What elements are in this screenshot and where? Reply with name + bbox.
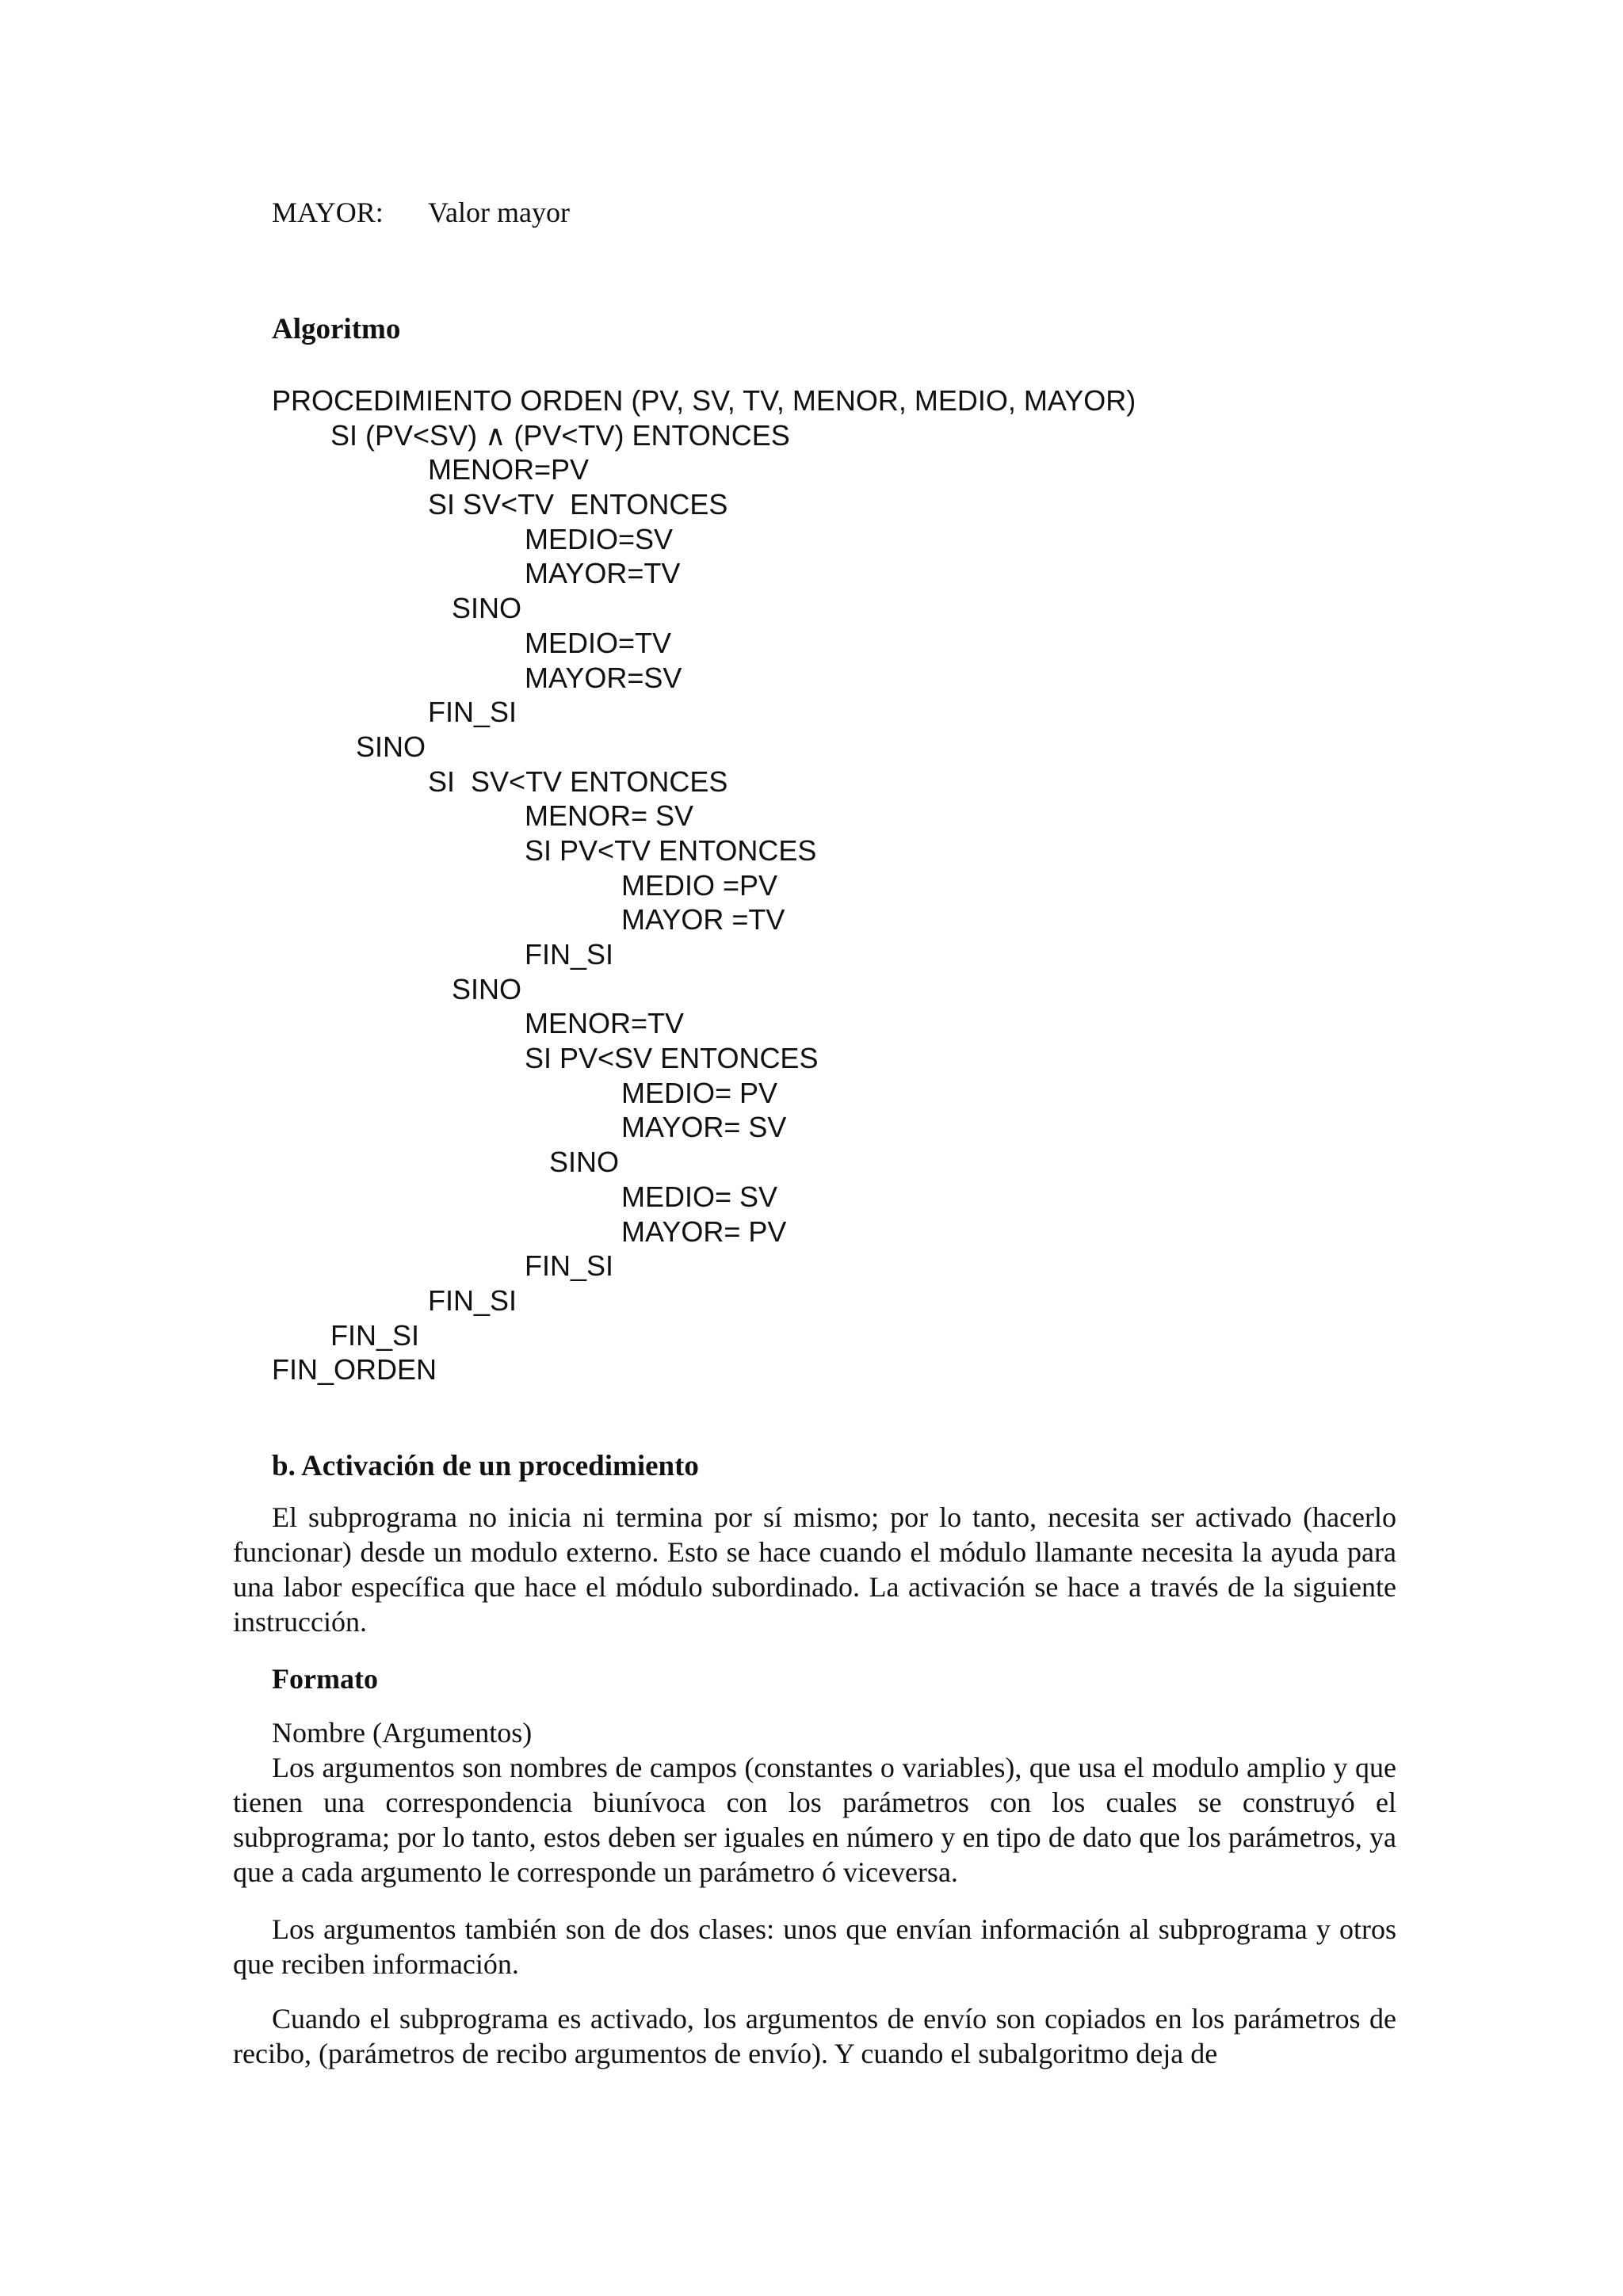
body-paragraph: Los argumentos son nombres de campos (constantes o variables), que usa el modulo amplio y que tienen una correspondencia biunívoca con los parámetros con los cuales se construyó el subprograma; por lo tanto, estos deben ser iguales en número y en tipo de dato que los parámetros, ya que a cada argumento le corresponde un parámetro ó viceversa.	[233, 1752, 1396, 1888]
variable-definition	[272, 195, 570, 230]
algorithm-heading: Algoritmo	[272, 313, 401, 345]
document-page: MAYOR: Valor mayor Algoritmo PROCEDIMIENTO ORDEN (PV, SV, TV, MENOR, MEDIO, MAYOR) SI (PV<SV) ∧ (PV<TV) ENTONCES MENOR=PV SI SV<TV ENTONCES MEDIO=SV MAYOR=TV SINO MEDIO=TV MAYOR=SV FIN_SI SINO SI SV<TV ENTONCES MENOR= SV SI PV<TV ENTONCES MEDIO =PV MAYOR =TV FIN_SI SINO MENOR=TV SI PV<SV ENTONCES MEDIO= PV MAYOR= SV SINO MEDIO= SV MAYOR= PV FIN_SI FIN_SI FIN_SI FIN_ORDEN b. Activación de un procedimiento El subprograma no inicia ni termina por sí mismo; por lo tanto, necesita ser activado (hacerlo funcionar) desde un modulo externo. Esto se hace cuando el módulo llamante necesita la ayuda para una labor específica que hace el módulo subordinado. La activación se hace a través de la siguiente instrucción. Formato Nombre (Argumentos) Los argumentos son nombres de campos (constantes o variables), que usa el modulo amplio y que tienen una correspondencia biunívoca con los parámetros con los cuales se construyó el subprograma; por lo tanto, estos deben ser iguales en número y en tipo de dato que los parámetros, ya que a cada argumento le corresponde un parámetro ó viceversa. Los argumentos también son de dos clases: unos que envían información al subprograma y otros que reciben información. Cuando el subprograma es activado, los argumentos de envío son copiados en los parámetros de recibo, (parámetros de recibo argumentos de envío). Y cuando el subalgoritmo deja de	[0, 0, 1623, 2296]
body-paragraph: Los argumentos también son de dos clases: unos que envían información al subprograma y otros que reciben información.	[233, 1913, 1396, 1980]
format-syntax: Nombre (Argumentos)	[272, 1717, 533, 1749]
body-paragraph: Cuando el subprograma es activado, los argumentos de envío son copiados en los parámetros de recibo, (parámetros de recibo argumentos de envío). Y cuando el subalgoritmo deja de	[233, 2003, 1396, 2069]
section-title: b. Activación de un procedimiento	[272, 1450, 699, 1482]
body-paragraph: El subprograma no inicia ni termina por sí mismo; por lo tanto, necesita ser activado (hacerlo funcionar) desde un modulo externo. Esto se hace cuando el módulo llamante necesita la ayuda para una labor específica que hace el módulo subordinado. La activación se hace a través de la siguiente instrucción.	[233, 1501, 1396, 1638]
definition-term: MAYOR:	[272, 196, 384, 228]
format-label: Formato	[272, 1663, 378, 1695]
definition-description: Valor mayor	[428, 196, 570, 228]
